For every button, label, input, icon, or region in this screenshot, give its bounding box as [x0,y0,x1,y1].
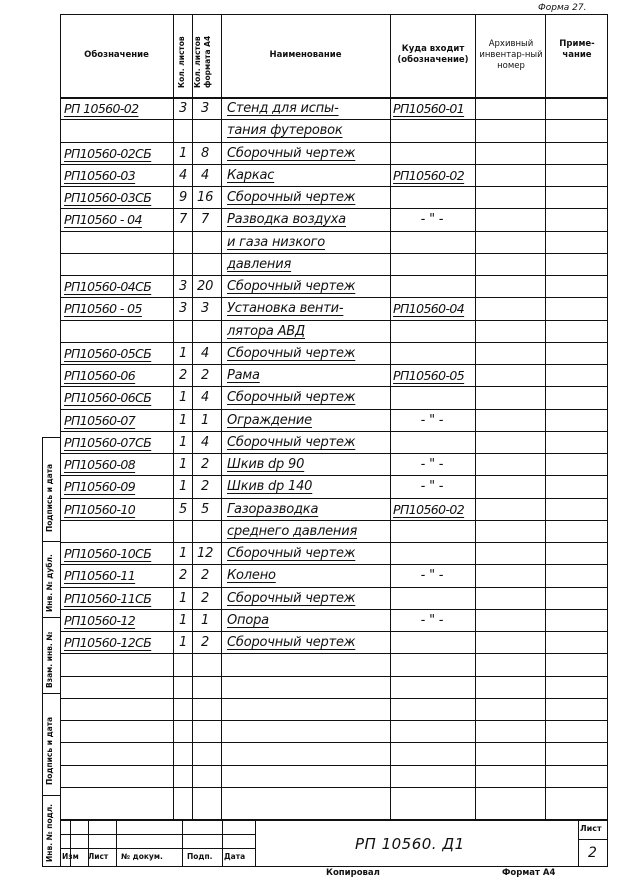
row-designation: РП 10560-02 [64,101,139,116]
row-sheets: 1 [178,613,188,628]
row-line [60,431,608,432]
row-designation: РП10560-08 [64,457,136,472]
row-sheets: 1 [178,390,188,405]
row-line [60,364,608,365]
row-designation: РП10560-06СБ [64,390,152,405]
row-where-used: - " - [420,457,444,472]
row-line [60,631,608,632]
header-note: Приме-чание [559,39,595,60]
row-sheets: 4 [178,168,188,183]
row-sheets: 1 [178,591,188,606]
row-sheets-a4: 4 [200,435,210,450]
row-designation: РП10560-07СБ [64,435,152,450]
tb-sheet-label: Лист [580,824,602,833]
row-sheets-a4: 2 [200,591,210,606]
row-name: Колено [227,568,276,583]
tb-col-list: Лист [88,852,109,861]
header-sheets-a4: Кол. листов формата А4 [193,35,212,88]
row-sheets: 1 [178,346,188,361]
row-sheets-a4: 8 [200,146,210,161]
row-name: Сборочный чертеж [227,190,356,205]
row-sheets-a4: 4 [200,390,210,405]
row-name: Опора [227,613,269,628]
header-name: Наименование [269,50,342,60]
row-name: Сборочный чертеж [227,635,356,650]
row-line [60,609,608,610]
row-line [60,186,608,187]
row-designation: РП10560-05СБ [64,346,152,361]
row-designation: РП10560-12 [64,613,136,628]
row-sheets: 7 [178,212,188,227]
row-sheets-a4: 1 [200,613,210,628]
row-name: Сборочный чертеж [227,546,356,561]
row-designation: РП10560-09 [64,479,136,494]
row-line [60,765,608,766]
row-sheets: 1 [178,479,188,494]
row-designation: РП10560 - 05 [64,301,142,316]
row-line [60,542,608,543]
row-name: давления [227,257,292,272]
tb-designation: РП 10560. Д1 [355,835,465,853]
header-sheets: Кол. листов [177,36,186,88]
row-designation: РП10560-11СБ [64,591,152,606]
row-name: Рама [227,368,260,383]
row-line [60,742,608,743]
row-line [60,297,608,298]
header-archive: Архивный инвентар-ный номер [479,38,543,71]
row-line [60,520,608,521]
row-name: Ограждение [227,413,312,428]
row-where-used: - " - [420,613,444,628]
tb-col-date: Дата [224,852,246,861]
row-line [60,342,608,343]
row-sheets: 2 [178,368,188,383]
row-sheets-a4: 4 [200,168,210,183]
side-label-sign-date-1: Подпись и дата [45,463,54,532]
row-name: Сборочный чертеж [227,279,356,294]
row-where-used: РП10560-01 [393,101,465,116]
row-sheets: 3 [178,279,188,294]
row-name: среднего давления [227,524,358,539]
row-where-used: РП10560-02 [393,502,465,517]
row-line [60,275,608,276]
row-sheets-a4: 16 [197,190,214,205]
row-name: Сборочный чертеж [227,435,356,450]
row-line [60,320,608,321]
row-line [60,587,608,588]
row-where-used: - " - [420,479,444,494]
row-where-used: - " - [420,212,444,227]
row-where-used: - " - [420,413,444,428]
tb-col-sign: Подп. [187,852,213,861]
row-name: Шкив dр 90 [227,457,305,472]
row-line [60,208,608,209]
row-line [60,498,608,499]
row-sheets: 3 [178,101,188,116]
row-sheets-a4: 1 [200,413,210,428]
row-line [60,253,608,254]
row-sheets: 1 [178,457,188,472]
tb-sheet-number: 2 [588,845,597,861]
row-designation: РП10560-10СБ [64,546,152,561]
row-sheets: 1 [178,435,188,450]
row-line [60,564,608,565]
row-name: Сборочный чертеж [227,146,356,161]
side-label-dup-inv: Инв. № дубл. [45,554,54,612]
row-sheets-a4: 2 [200,568,210,583]
footer-copied: Копировал [326,868,380,878]
row-designation: РП10560-06 [64,368,136,383]
tb-col-doc: № докум. [121,852,163,861]
row-name: Разводка воздуха [227,212,346,227]
row-designation: РП10560-12СБ [64,635,152,650]
row-sheets: 5 [178,502,188,517]
row-name: и газа низкого [227,235,326,250]
row-sheets: 1 [178,546,188,561]
row-designation: РП10560-10 [64,502,136,517]
row-name: Газоразводка [227,502,319,517]
row-where-used: - " - [420,568,444,583]
row-name: Каркас [227,168,275,183]
row-line [60,676,608,677]
row-line [60,386,608,387]
row-line [60,409,608,410]
row-sheets-a4: 20 [197,279,214,294]
side-label-replace-inv: Взам. инв. № [45,631,54,688]
row-designation: РП10560-03СБ [64,190,152,205]
form-label: Форма 27. [538,3,587,13]
row-designation: РП10560 - 04 [64,212,142,227]
row-sheets-a4: 7 [200,212,210,227]
header-designation: Обозначение [84,50,149,60]
row-sheets: 3 [178,301,188,316]
row-line [60,720,608,721]
row-where-used: РП10560-05 [393,368,465,383]
row-name: Шкив dр 140 [227,479,313,494]
row-designation: РП10560-11 [64,568,136,583]
row-designation: РП10560-04СБ [64,279,152,294]
row-sheets-a4: 2 [200,635,210,650]
tb-col-izm: Изм [62,852,79,861]
row-name: Стенд для испы- [227,101,339,116]
row-sheets-a4: 2 [200,457,210,472]
row-sheets-a4: 5 [200,502,210,517]
row-line [60,475,608,476]
row-designation: РП10560-03 [64,168,136,183]
row-sheets-a4: 2 [200,368,210,383]
row-line [60,164,608,165]
row-line [60,653,608,654]
row-designation: РП10560-02СБ [64,146,152,161]
row-line [60,787,608,788]
row-line [60,231,608,232]
footer-format: Формат А4 [502,868,556,878]
row-line [60,142,608,143]
row-line [60,698,608,699]
row-where-used: РП10560-04 [393,301,465,316]
row-sheets: 1 [178,413,188,428]
row-name: Сборочный чертеж [227,390,356,405]
row-name: лятора АВД [227,324,305,339]
row-name: Сборочный чертеж [227,591,356,606]
row-sheets: 1 [178,146,188,161]
row-sheets: 1 [178,635,188,650]
row-where-used: РП10560-02 [393,168,465,183]
row-sheets-a4: 4 [200,346,210,361]
row-sheets-a4: 2 [200,479,210,494]
row-sheets-a4: 12 [197,546,214,561]
header-bottom [60,97,608,99]
row-sheets-a4: 3 [200,101,210,116]
row-name: Установка венти- [227,301,344,316]
row-name: Сборочный чертеж [227,346,356,361]
frame-bottom [60,866,608,867]
row-sheets: 2 [178,568,188,583]
row-line [60,453,608,454]
header-where-used: Куда входит (обозначение) [397,44,469,65]
side-label-sign-date-2: Подпись и дата [45,716,54,785]
row-sheets: 9 [178,190,188,205]
side-label-orig-inv: Инв. № подл. [45,803,54,862]
side-strip-left [42,437,43,866]
row-name: тания футеровок [227,123,343,138]
row-sheets-a4: 3 [200,301,210,316]
title-block-top [60,819,608,821]
row-designation: РП10560-07 [64,413,136,428]
row-line [60,119,608,120]
